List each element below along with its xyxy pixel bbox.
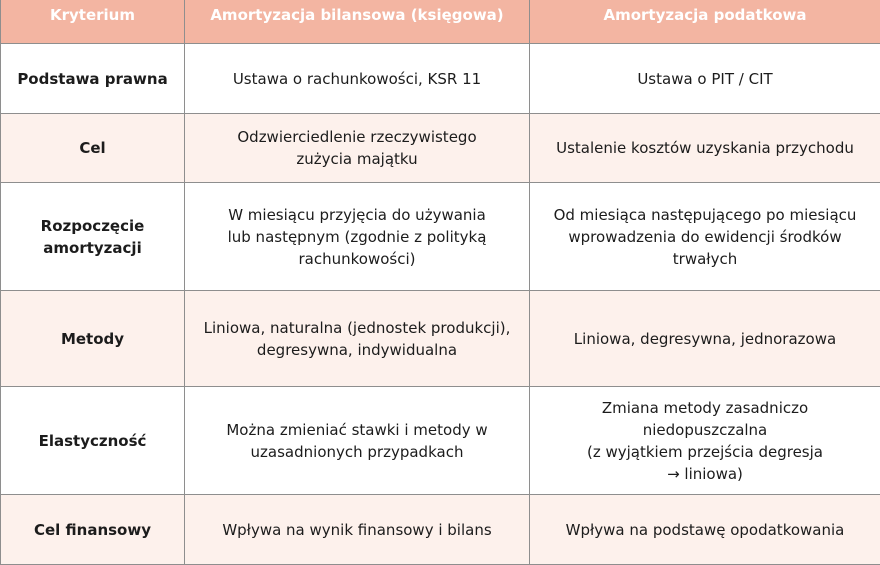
criterion-cell: Metody bbox=[1, 291, 185, 387]
balance-cell: Wpływa na wynik finansowy i bilans bbox=[185, 495, 530, 565]
balance-cell: Odzwierciedlenie rzeczywistego zużycia majątku bbox=[185, 114, 530, 183]
table-row bbox=[1, 387, 880, 495]
criterion-cell: Cel bbox=[1, 114, 185, 183]
tax-cell: Wpływa na podstawę opodatkowania bbox=[530, 495, 880, 565]
criterion-cell: Cel finansowy bbox=[1, 495, 185, 565]
tax-cell: Zmiana metody zasadniczo niedopuszczalna (z wyjątkiem przejścia degresja → liniowa) bbox=[530, 387, 880, 495]
header-row bbox=[1, 0, 880, 44]
criterion-cell: Elastyczność bbox=[1, 387, 185, 495]
table-row bbox=[1, 291, 880, 387]
header-balance-depreciation: Amortyzacja bilansowa (księgowa) bbox=[185, 0, 530, 44]
tax-cell: Liniowa, degresywna, jednorazowa bbox=[530, 291, 880, 387]
table-row bbox=[1, 114, 880, 183]
header-tax-depreciation: Amortyzacja podatkowa bbox=[530, 0, 880, 44]
balance-cell: Ustawa o rachunkowości, KSR 11 bbox=[185, 44, 530, 114]
table-row bbox=[1, 495, 880, 565]
balance-cell: Liniowa, naturalna (jednostek produkcji), degresywna, indywidualna bbox=[185, 291, 530, 387]
tax-cell: Ustalenie kosztów uzyskania przychodu bbox=[530, 114, 880, 183]
criterion-cell: Podstawa prawna bbox=[1, 44, 185, 114]
criterion-cell: Rozpoczęcie amortyzacji bbox=[1, 183, 185, 291]
balance-cell: Można zmieniać stawki i metody w uzasadnionych przypadkach bbox=[185, 387, 530, 495]
table-row bbox=[1, 183, 880, 291]
balance-cell: W miesiącu przyjęcia do używania lub następnym (zgodnie z polityką rachunkowości) bbox=[185, 183, 530, 291]
table-row bbox=[1, 44, 880, 114]
tax-cell: Od miesiąca następującego po miesiącu wprowadzenia do ewidencji środków trwałych bbox=[530, 183, 880, 291]
header-criterion: Kryterium bbox=[1, 0, 185, 44]
tax-cell: Ustawa o PIT / CIT bbox=[530, 44, 880, 114]
